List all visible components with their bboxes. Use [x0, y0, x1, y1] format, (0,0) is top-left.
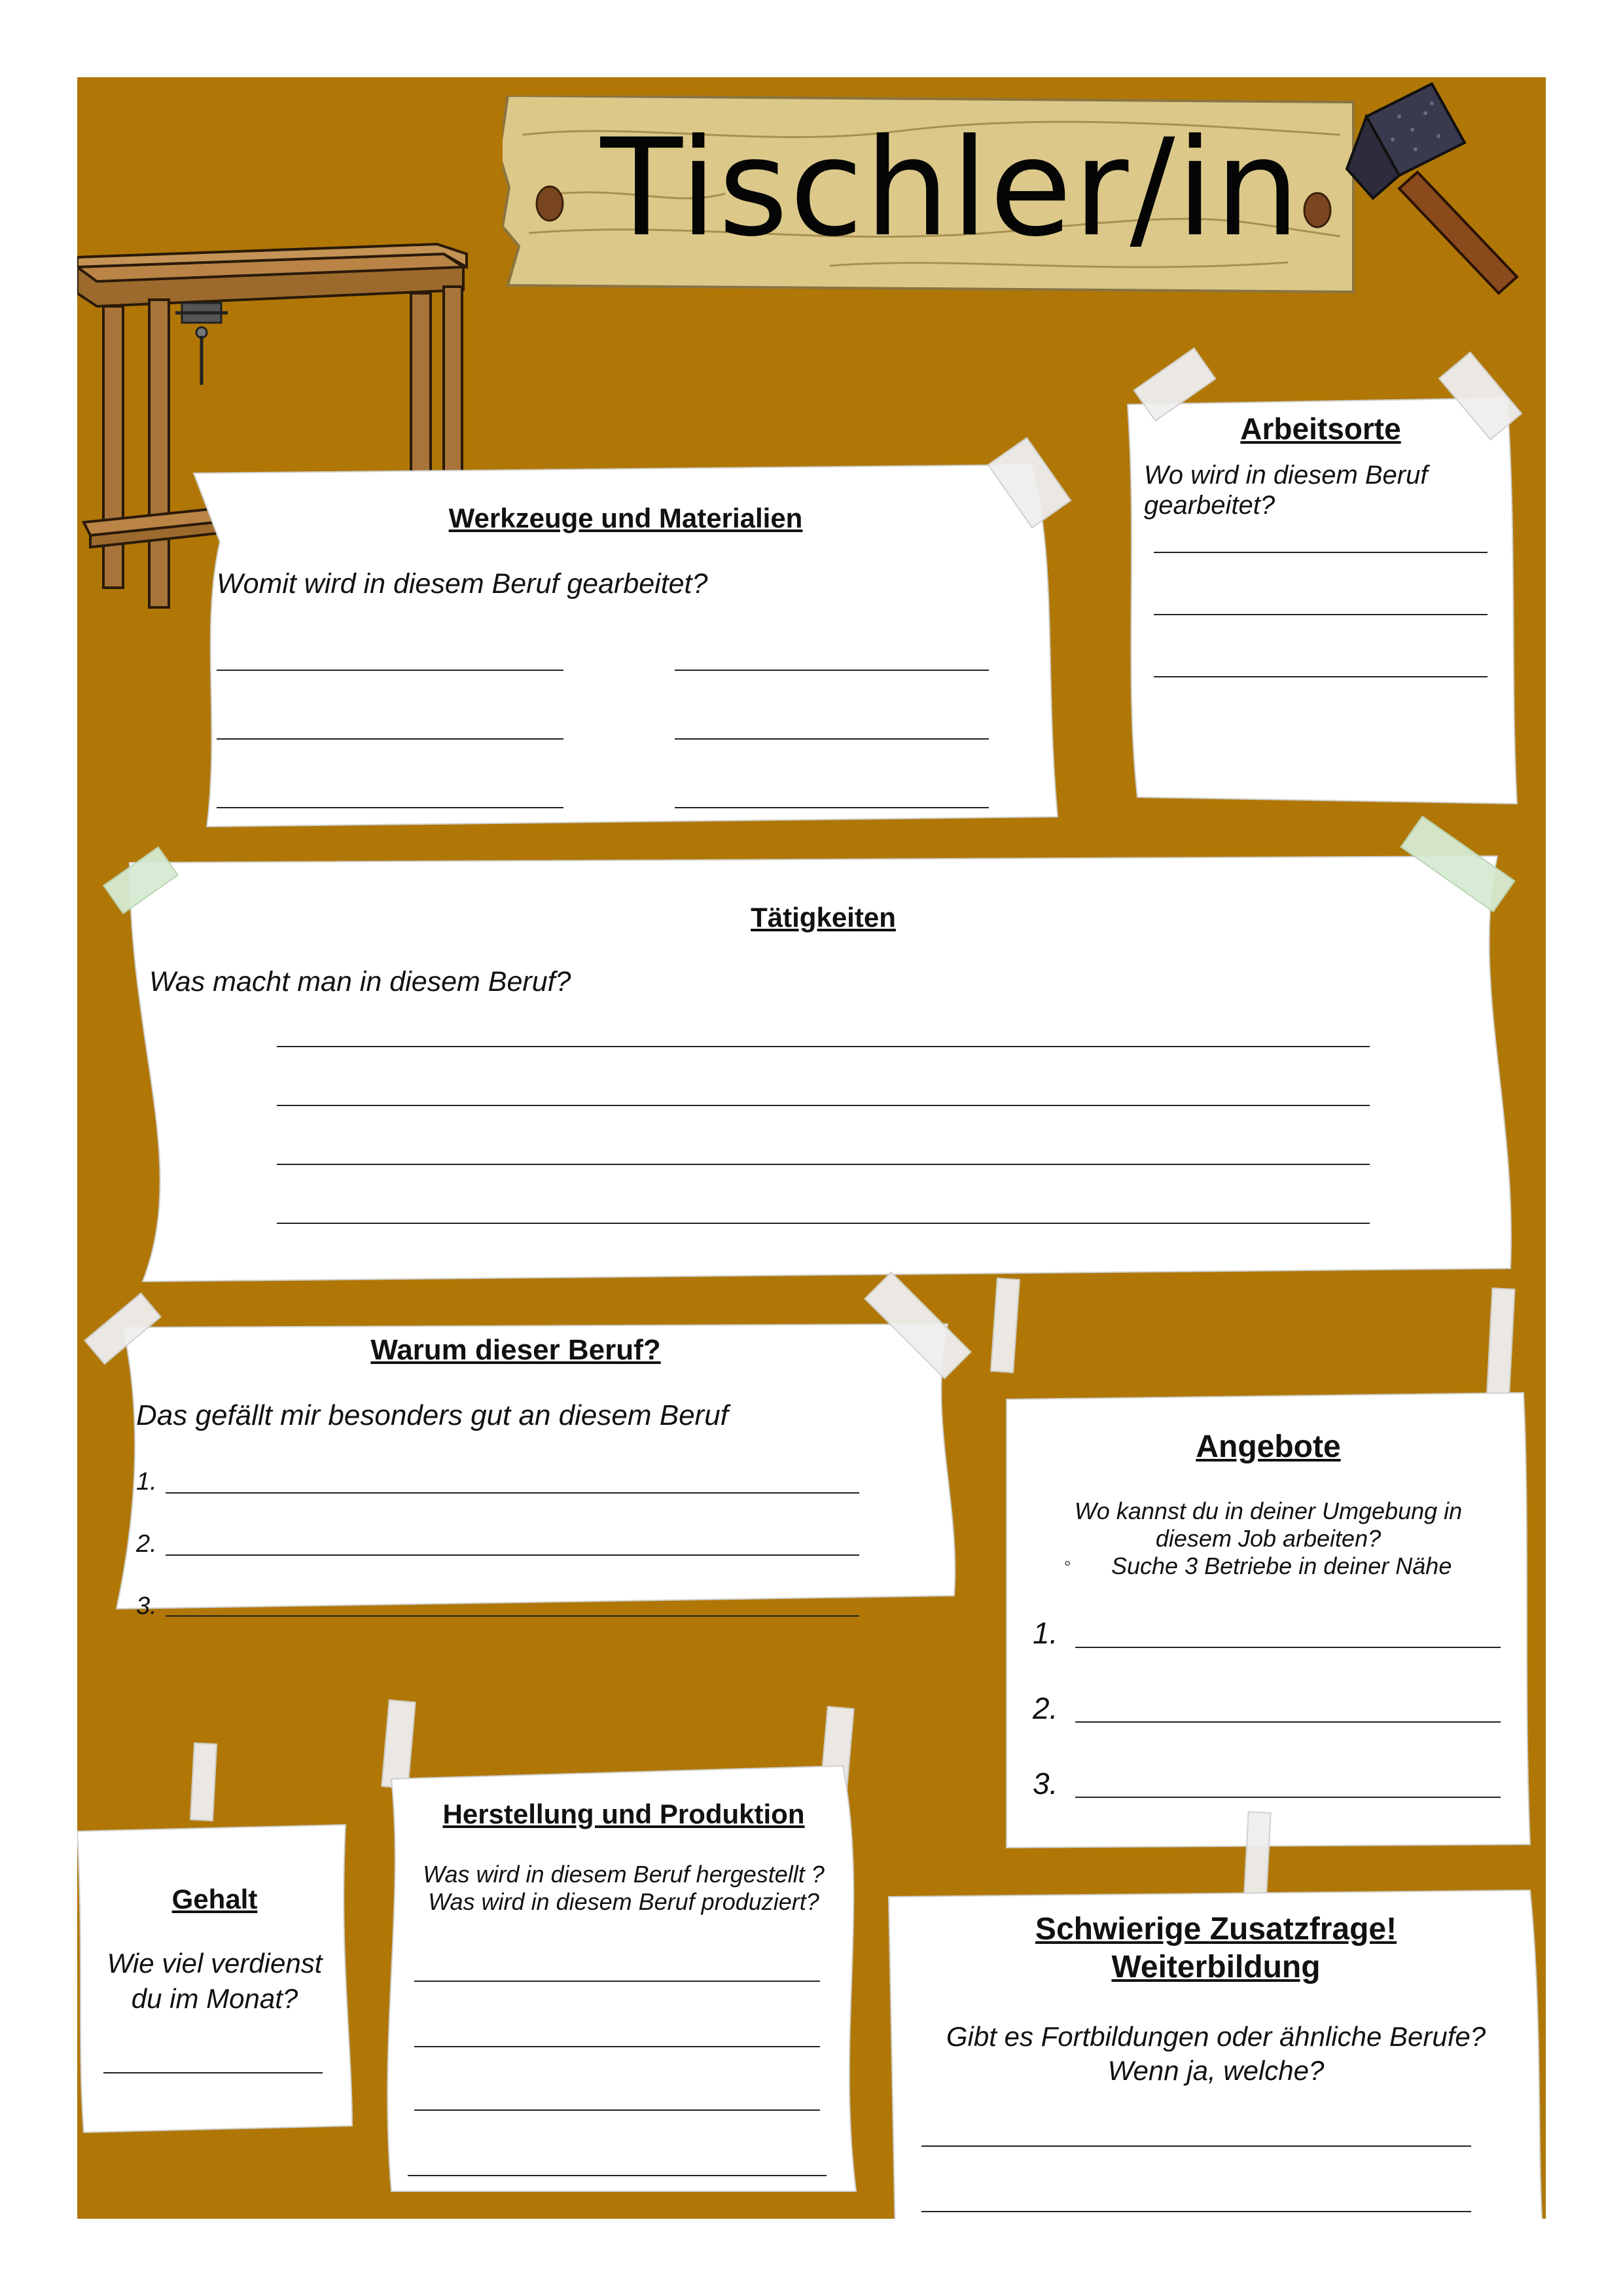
note-taetigkeiten — [130, 850, 1517, 1288]
answer-line[interactable] — [166, 1492, 859, 1494]
answer-line[interactable] — [1075, 1647, 1501, 1648]
answer-line[interactable] — [103, 2072, 323, 2073]
gehalt-question-line2: du im Monat? — [131, 1983, 298, 2014]
note-angebote — [1007, 1393, 1530, 1851]
answer-line[interactable] — [277, 1223, 1370, 1224]
angebote-number: 1. — [1033, 1616, 1058, 1650]
answer-line[interactable] — [675, 807, 989, 808]
answer-line[interactable] — [166, 1615, 859, 1617]
answer-line[interactable] — [921, 2145, 1471, 2147]
taetigkeiten-heading: Tätigkeiten — [751, 902, 896, 933]
hammer-icon — [1301, 77, 1524, 300]
herstellung-heading: Herstellung und Produktion — [442, 1799, 805, 1829]
note-warum — [116, 1321, 961, 1620]
answer-line[interactable] — [217, 738, 563, 740]
note-werkzeuge — [194, 463, 1058, 830]
herstellung-question-line1: Was wird in diesem Beruf hergestellt ? — [423, 1861, 825, 1888]
answer-line[interactable] — [1075, 1721, 1501, 1723]
answer-line[interactable] — [921, 2211, 1471, 2212]
answer-line[interactable] — [414, 2109, 820, 2111]
bullet-icon: ◦ — [1064, 1552, 1071, 1574]
warum-number: 2. — [136, 1530, 157, 1558]
taetigkeiten-question: Was macht man in diesem Beruf? — [149, 966, 571, 997]
herstellung-question-line2: Was wird in diesem Beruf produziert? — [428, 1888, 819, 1915]
angebote-number: 2. — [1033, 1691, 1058, 1725]
note-gehalt — [77, 1818, 352, 2145]
answer-line[interactable] — [277, 1164, 1370, 1165]
note-arbeitsorte — [1124, 385, 1517, 810]
gehalt-question-line1: Wie viel verdienst — [107, 1948, 323, 1979]
answer-line[interactable] — [675, 670, 989, 671]
werkzeuge-heading: Werkzeuge und Materialien — [448, 503, 803, 533]
zusatz-heading-line1: Schwierige Zusatzfrage! — [1035, 1912, 1397, 1946]
warum-question: Das gefällt mir besonders gut an diesem Beruf — [136, 1399, 728, 1431]
answer-line[interactable] — [1154, 614, 1488, 615]
arbeitsorte-question: Wo wird in diesem Beruf gearbeitet? — [1144, 461, 1428, 520]
tape — [1486, 1287, 1515, 1403]
tape — [990, 1278, 1020, 1373]
warum-number: 3. — [136, 1592, 157, 1620]
angebote-task: Suche 3 Betriebe in deiner Nähe — [1111, 1552, 1452, 1579]
warum-heading: Warum dieser Beruf? — [370, 1334, 661, 1366]
board-background — [77, 77, 1546, 2219]
page-title: Tischler/in — [600, 111, 1302, 266]
zusatz-heading-line2: Weiterbildung — [1111, 1950, 1321, 1984]
answer-line[interactable] — [675, 738, 989, 740]
answer-line[interactable] — [217, 670, 563, 671]
angebote-number: 3. — [1033, 1767, 1058, 1801]
answer-line[interactable] — [1075, 1797, 1501, 1798]
answer-line[interactable] — [217, 807, 563, 808]
angebote-question-line1: Wo kannst du in deiner Umgebung in — [1074, 1498, 1463, 1524]
answer-line[interactable] — [277, 1046, 1370, 1047]
answer-line[interactable] — [166, 1554, 859, 1556]
tape — [190, 1742, 217, 1821]
answer-line[interactable] — [1154, 676, 1488, 677]
note-zusatz — [889, 1890, 1543, 2219]
zusatz-question-line1: Gibt es Fortbildungen oder ähnliche Berufe? — [946, 2021, 1486, 2052]
angebote-heading: Angebote — [1196, 1429, 1341, 1464]
answer-line[interactable] — [414, 1981, 820, 1982]
arbeitsorte-heading: Arbeitsorte — [1240, 412, 1401, 446]
zusatz-question-line2: Wenn ja, welche? — [1107, 2055, 1325, 2086]
note-herstellung — [385, 1740, 863, 2198]
werkzeuge-question: Womit wird in diesem Beruf gearbeitet? — [217, 568, 708, 600]
answer-line[interactable] — [408, 2175, 827, 2176]
answer-line[interactable] — [1154, 552, 1488, 553]
answer-line[interactable] — [414, 2046, 820, 2047]
gehalt-heading: Gehalt — [171, 1884, 258, 1914]
answer-line[interactable] — [277, 1105, 1370, 1106]
warum-number: 1. — [136, 1468, 157, 1496]
angebote-question-line2: diesem Job arbeiten? — [1155, 1525, 1382, 1552]
